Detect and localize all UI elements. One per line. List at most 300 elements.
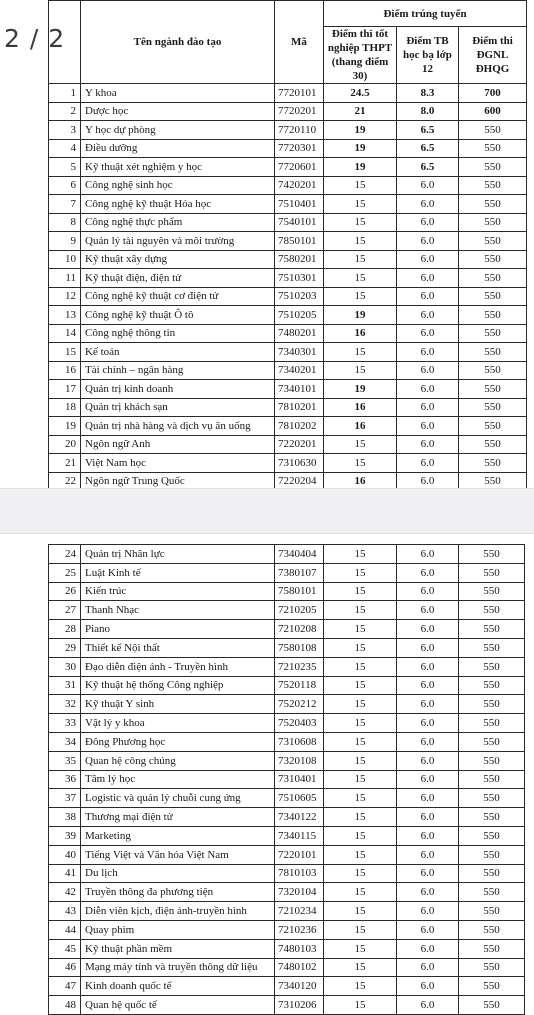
admission-table-part2 <box>48 544 525 1015</box>
table-row <box>49 883 525 902</box>
header-thpt-line1: Điểm thi tốt <box>331 28 389 40</box>
program-name-cell: Kỹ thuật Y sinh <box>81 695 275 714</box>
thpt-score-cell: 19 <box>324 121 397 140</box>
program-name-cell: Kỹ thuật xét nghiệm y học <box>81 158 275 177</box>
program-name-cell: Công nghệ thông tin <box>81 324 275 343</box>
program-code-cell: 7810103 <box>275 864 324 883</box>
program-code-cell: 7510401 <box>275 195 324 214</box>
program-code-cell: 7310608 <box>275 732 324 751</box>
thpt-score-cell: 15 <box>324 638 397 657</box>
thpt-score-cell: 15 <box>324 195 397 214</box>
transcript-score-cell: 6.0 <box>397 789 459 808</box>
dgnl-score-cell: 550 <box>459 287 527 306</box>
program-name-cell: Quan hệ quốc tế <box>81 996 275 1015</box>
row-number-cell: 17 <box>49 380 81 399</box>
thpt-score-cell: 15 <box>324 902 397 921</box>
header-name: Tên ngành đào tạo <box>81 1 275 84</box>
program-name-cell: Điều dưỡng <box>81 139 275 158</box>
program-code-cell: 7580101 <box>275 582 324 601</box>
dgnl-score-cell: 550 <box>459 789 525 808</box>
program-name-cell: Du lịch <box>81 864 275 883</box>
thpt-score-cell: 19 <box>324 139 397 158</box>
thpt-score-cell: 15 <box>324 343 397 362</box>
dgnl-score-cell: 550 <box>459 657 525 676</box>
program-code-cell: 7580201 <box>275 250 324 269</box>
program-code-cell: 7720110 <box>275 121 324 140</box>
header-tb-line1: Điểm TB <box>406 35 449 47</box>
table-row <box>49 158 527 177</box>
row-number-cell: 6 <box>49 176 81 195</box>
dgnl-score-cell: 550 <box>459 545 525 564</box>
row-number-cell: 18 <box>49 398 81 417</box>
document-page-bottom <box>0 534 534 1012</box>
transcript-score-cell: 6.0 <box>397 601 459 620</box>
dgnl-score-cell: 550 <box>459 996 525 1015</box>
dgnl-score-cell: 550 <box>459 582 525 601</box>
dgnl-score-cell: 550 <box>459 435 527 454</box>
header-no <box>49 1 81 84</box>
dgnl-score-cell: 700 <box>459 84 527 103</box>
thpt-score-cell: 19 <box>324 158 397 177</box>
transcript-score-cell: 6.0 <box>397 398 459 417</box>
thpt-score-cell: 15 <box>324 883 397 902</box>
program-code-cell: 7210234 <box>275 902 324 921</box>
dgnl-score-cell: 550 <box>459 417 527 436</box>
transcript-score-cell: 6.0 <box>397 250 459 269</box>
table-row <box>49 977 525 996</box>
program-name-cell: Quản trị Nhân lực <box>81 545 275 564</box>
table-row <box>49 545 525 564</box>
program-code-cell: 7380107 <box>275 563 324 582</box>
program-code-cell: 7520403 <box>275 714 324 733</box>
header-tb-line3: 12 <box>422 63 433 75</box>
table-row <box>49 269 527 288</box>
program-code-cell: 7210208 <box>275 620 324 639</box>
dgnl-score-cell: 550 <box>459 324 527 343</box>
thpt-score-cell: 15 <box>324 454 397 473</box>
table-body-part2 <box>49 545 525 1015</box>
transcript-score-cell: 6.0 <box>397 343 459 362</box>
thpt-score-cell: 15 <box>324 176 397 195</box>
transcript-score-cell: 6.0 <box>397 883 459 902</box>
thpt-score-cell: 15 <box>324 361 397 380</box>
transcript-score-cell: 6.0 <box>397 545 459 564</box>
program-code-cell: 7210236 <box>275 920 324 939</box>
dgnl-score-cell: 550 <box>459 845 525 864</box>
row-number-cell: 33 <box>49 714 81 733</box>
row-number-cell: 47 <box>49 977 81 996</box>
transcript-score-cell: 6.0 <box>397 287 459 306</box>
thpt-score-cell: 15 <box>324 958 397 977</box>
program-code-cell: 7480103 <box>275 939 324 958</box>
program-name-cell: Quay phim <box>81 920 275 939</box>
thpt-score-cell: 15 <box>324 714 397 733</box>
transcript-score-cell: 6.0 <box>397 808 459 827</box>
program-code-cell: 7340122 <box>275 808 324 827</box>
program-name-cell: Mạng máy tính và truyền thông dữ liệu <box>81 958 275 977</box>
program-code-cell: 7310630 <box>275 454 324 473</box>
program-name-cell: Công nghệ thực phẩm <box>81 213 275 232</box>
program-code-cell: 7340120 <box>275 977 324 996</box>
program-code-cell: 7720301 <box>275 139 324 158</box>
program-name-cell: Y học dự phòng <box>81 121 275 140</box>
table-row <box>49 250 527 269</box>
table-row <box>49 864 525 883</box>
table-row <box>49 195 527 214</box>
transcript-score-cell: 6.0 <box>397 714 459 733</box>
thpt-score-cell: 16 <box>324 472 397 491</box>
program-code-cell: 7850101 <box>275 232 324 251</box>
dgnl-score-cell: 550 <box>459 939 525 958</box>
row-number-cell: 14 <box>49 324 81 343</box>
document-page-top <box>0 0 534 488</box>
program-code-cell: 7510605 <box>275 789 324 808</box>
header-tb <box>397 27 459 84</box>
dgnl-score-cell: 550 <box>459 751 525 770</box>
program-name-cell: Logistic và quản lý chuỗi cung ứng <box>81 789 275 808</box>
transcript-score-cell: 6.0 <box>397 996 459 1015</box>
row-number-cell: 20 <box>49 435 81 454</box>
row-number-cell: 19 <box>49 417 81 436</box>
transcript-score-cell: 6.0 <box>397 695 459 714</box>
program-code-cell: 7310401 <box>275 770 324 789</box>
program-code-cell: 7480201 <box>275 324 324 343</box>
row-number-cell: 42 <box>49 883 81 902</box>
transcript-score-cell: 6.0 <box>397 213 459 232</box>
dgnl-score-cell: 550 <box>459 808 525 827</box>
program-code-cell: 7340201 <box>275 361 324 380</box>
dgnl-score-cell: 550 <box>459 920 525 939</box>
program-code-cell: 7340301 <box>275 343 324 362</box>
transcript-score-cell: 6.0 <box>397 732 459 751</box>
transcript-score-cell: 6.0 <box>397 269 459 288</box>
table-row <box>49 902 525 921</box>
program-name-cell: Tài chính – ngân hàng <box>81 361 275 380</box>
table-row <box>49 845 525 864</box>
program-name-cell: Việt Nam học <box>81 454 275 473</box>
row-number-cell: 12 <box>49 287 81 306</box>
transcript-score-cell: 6.0 <box>397 563 459 582</box>
table-row <box>49 714 525 733</box>
header-group: Điểm trúng tuyển <box>324 1 527 27</box>
thpt-score-cell: 15 <box>324 657 397 676</box>
program-code-cell: 7340101 <box>275 380 324 399</box>
table-row <box>49 306 527 325</box>
dgnl-score-cell: 550 <box>459 695 525 714</box>
table-row <box>49 213 527 232</box>
program-name-cell: Ngôn ngữ Trung Quốc <box>81 472 275 491</box>
row-number-cell: 24 <box>49 545 81 564</box>
table-row <box>49 996 525 1015</box>
transcript-score-cell: 6.0 <box>397 306 459 325</box>
dgnl-score-cell: 550 <box>459 958 525 977</box>
dgnl-score-cell: 550 <box>459 158 527 177</box>
program-code-cell: 7540101 <box>275 213 324 232</box>
transcript-score-cell: 6.0 <box>397 195 459 214</box>
program-name-cell: Kinh doanh quốc tế <box>81 977 275 996</box>
thpt-score-cell: 15 <box>324 676 397 695</box>
row-number-cell: 11 <box>49 269 81 288</box>
program-name-cell: Tiếng Việt và Văn hóa Việt Nam <box>81 845 275 864</box>
table-row <box>49 176 527 195</box>
row-number-cell: 41 <box>49 864 81 883</box>
row-number-cell: 4 <box>49 139 81 158</box>
row-number-cell: 46 <box>49 958 81 977</box>
table-row <box>49 695 525 714</box>
program-code-cell: 7340115 <box>275 826 324 845</box>
thpt-score-cell: 15 <box>324 808 397 827</box>
dgnl-score-cell: 550 <box>459 195 527 214</box>
dgnl-score-cell: 550 <box>459 250 527 269</box>
row-number-cell: 22 <box>49 472 81 491</box>
program-name-cell: Y khoa <box>81 84 275 103</box>
program-name-cell: Kỹ thuật hệ thống Công nghiệp <box>81 676 275 695</box>
transcript-score-cell: 6.5 <box>397 121 459 140</box>
dgnl-score-cell: 550 <box>459 306 527 325</box>
program-name-cell: Quản trị kinh doanh <box>81 380 275 399</box>
row-number-cell: 29 <box>49 638 81 657</box>
transcript-score-cell: 6.0 <box>397 902 459 921</box>
dgnl-score-cell: 550 <box>459 121 527 140</box>
transcript-score-cell: 6.5 <box>397 158 459 177</box>
thpt-score-cell: 15 <box>324 996 397 1015</box>
program-code-cell: 7310206 <box>275 996 324 1015</box>
dgnl-score-cell: 550 <box>459 472 527 491</box>
table-row <box>49 601 525 620</box>
transcript-score-cell: 6.0 <box>397 770 459 789</box>
table-row <box>49 638 525 657</box>
row-number-cell: 2 <box>49 102 81 121</box>
transcript-score-cell: 6.0 <box>397 977 459 996</box>
header-tb-line2: học bạ lớp <box>403 49 452 61</box>
row-number-cell: 15 <box>49 343 81 362</box>
row-number-cell: 3 <box>49 121 81 140</box>
table-row <box>49 380 527 399</box>
page-divider <box>0 488 534 534</box>
row-number-cell: 34 <box>49 732 81 751</box>
transcript-score-cell: 6.0 <box>397 751 459 770</box>
table-row <box>49 770 525 789</box>
dgnl-score-cell: 550 <box>459 826 525 845</box>
transcript-score-cell: 6.0 <box>397 454 459 473</box>
header-dgnl-line3: ĐHQG <box>475 63 510 75</box>
dgnl-score-cell: 550 <box>459 343 527 362</box>
program-name-cell: Thương mại điện tử <box>81 808 275 827</box>
table-row <box>49 657 525 676</box>
transcript-score-cell: 6.0 <box>397 920 459 939</box>
row-number-cell: 45 <box>49 939 81 958</box>
program-code-cell: 7480102 <box>275 958 324 977</box>
transcript-score-cell: 8.3 <box>397 84 459 103</box>
program-code-cell: 7320104 <box>275 883 324 902</box>
row-number-cell: 39 <box>49 826 81 845</box>
program-name-cell: Ngôn ngữ Anh <box>81 435 275 454</box>
row-number-cell: 5 <box>49 158 81 177</box>
program-name-cell: Piano <box>81 620 275 639</box>
table-row <box>49 398 527 417</box>
program-code-cell: 7520212 <box>275 695 324 714</box>
dgnl-score-cell: 550 <box>459 902 525 921</box>
row-number-cell: 48 <box>49 996 81 1015</box>
thpt-score-cell: 15 <box>324 826 397 845</box>
thpt-score-cell: 16 <box>324 417 397 436</box>
dgnl-score-cell: 550 <box>459 361 527 380</box>
admission-table-part1 <box>48 0 527 510</box>
dgnl-score-cell: 550 <box>459 638 525 657</box>
dgnl-score-cell: 550 <box>459 176 527 195</box>
program-code-cell: 7510205 <box>275 306 324 325</box>
dgnl-score-cell: 550 <box>459 213 527 232</box>
program-code-cell: 7720601 <box>275 158 324 177</box>
dgnl-score-cell: 550 <box>459 864 525 883</box>
program-name-cell: Kiến trúc <box>81 582 275 601</box>
row-number-cell: 30 <box>49 657 81 676</box>
table-row <box>49 958 525 977</box>
program-code-cell: 7720101 <box>275 84 324 103</box>
program-name-cell: Thanh Nhạc <box>81 601 275 620</box>
program-name-cell: Công nghệ sinh học <box>81 176 275 195</box>
thpt-score-cell: 15 <box>324 864 397 883</box>
program-code-cell: 7340404 <box>275 545 324 564</box>
row-number-cell: 32 <box>49 695 81 714</box>
program-name-cell: Kỹ thuật phần mềm <box>81 939 275 958</box>
transcript-score-cell: 6.0 <box>397 620 459 639</box>
thpt-score-cell: 16 <box>324 324 397 343</box>
thpt-score-cell: 15 <box>324 789 397 808</box>
transcript-score-cell: 6.0 <box>397 958 459 977</box>
table-row <box>49 139 527 158</box>
program-code-cell: 7220101 <box>275 845 324 864</box>
program-name-cell: Kỹ thuật xây dựng <box>81 250 275 269</box>
dgnl-score-cell: 550 <box>459 620 525 639</box>
transcript-score-cell: 6.0 <box>397 232 459 251</box>
table-row <box>49 939 525 958</box>
transcript-score-cell: 6.0 <box>397 845 459 864</box>
table-row <box>49 751 525 770</box>
header-dgnl <box>459 27 527 84</box>
program-code-cell: 7720201 <box>275 102 324 121</box>
transcript-score-cell: 6.0 <box>397 435 459 454</box>
program-name-cell: Tâm lý học <box>81 770 275 789</box>
transcript-score-cell: 6.0 <box>397 324 459 343</box>
table-row <box>49 454 527 473</box>
row-number-cell: 38 <box>49 808 81 827</box>
thpt-score-cell: 15 <box>324 435 397 454</box>
program-name-cell: Công nghệ kỹ thuật Hóa học <box>81 195 275 214</box>
row-number-cell: 28 <box>49 620 81 639</box>
thpt-score-cell: 19 <box>324 306 397 325</box>
thpt-score-cell: 15 <box>324 232 397 251</box>
thpt-score-cell: 15 <box>324 751 397 770</box>
thpt-score-cell: 15 <box>324 695 397 714</box>
thpt-score-cell: 24.5 <box>324 84 397 103</box>
transcript-score-cell: 8.0 <box>397 102 459 121</box>
transcript-score-cell: 6.0 <box>397 417 459 436</box>
row-number-cell: 21 <box>49 454 81 473</box>
program-name-cell: Diễn viên kịch, điện ảnh-truyền hình <box>81 902 275 921</box>
table-row <box>49 620 525 639</box>
dgnl-score-cell: 550 <box>459 454 527 473</box>
thpt-score-cell: 15 <box>324 620 397 639</box>
header-code: Mã <box>275 1 324 84</box>
program-code-cell: 7810201 <box>275 398 324 417</box>
table-row <box>49 361 527 380</box>
table-row <box>49 287 527 306</box>
dgnl-score-cell: 550 <box>459 563 525 582</box>
table-row <box>49 826 525 845</box>
header-thpt-line3: (thang điểm 30) <box>331 56 389 82</box>
table-row <box>49 121 527 140</box>
table-row <box>49 417 527 436</box>
table-row <box>49 232 527 251</box>
program-name-cell: Truyền thông đa phương tiện <box>81 883 275 902</box>
thpt-score-cell: 15 <box>324 250 397 269</box>
program-code-cell: 7520118 <box>275 676 324 695</box>
program-name-cell: Luật Kinh tế <box>81 563 275 582</box>
header-thpt <box>324 27 397 84</box>
row-number-cell: 37 <box>49 789 81 808</box>
thpt-score-cell: 15 <box>324 269 397 288</box>
program-name-cell: Quản trị nhà hàng và dịch vụ ăn uống <box>81 417 275 436</box>
transcript-score-cell: 6.0 <box>397 361 459 380</box>
header-dgnl-line1: Điểm thi <box>472 35 513 47</box>
transcript-score-cell: 6.5 <box>397 139 459 158</box>
row-number-cell: 16 <box>49 361 81 380</box>
thpt-score-cell: 15 <box>324 601 397 620</box>
transcript-score-cell: 6.0 <box>397 864 459 883</box>
program-name-cell: Kỹ thuật điện, điện tử <box>81 269 275 288</box>
program-code-cell: 7420201 <box>275 176 324 195</box>
dgnl-score-cell: 550 <box>459 232 527 251</box>
transcript-score-cell: 6.0 <box>397 657 459 676</box>
program-code-cell: 7210235 <box>275 657 324 676</box>
thpt-score-cell: 19 <box>324 380 397 399</box>
table-row <box>49 84 527 103</box>
transcript-score-cell: 6.0 <box>397 826 459 845</box>
table-body-part1 <box>49 84 527 510</box>
row-number-cell: 8 <box>49 213 81 232</box>
dgnl-score-cell: 550 <box>459 883 525 902</box>
header-dgnl-line2: ĐGNL <box>476 49 509 61</box>
thpt-score-cell: 15 <box>324 732 397 751</box>
dgnl-score-cell: 550 <box>459 676 525 695</box>
row-number-cell: 26 <box>49 582 81 601</box>
program-name-cell: Công nghệ kỹ thuật Ô tô <box>81 306 275 325</box>
dgnl-score-cell: 550 <box>459 714 525 733</box>
program-name-cell: Vật lý y khoa <box>81 714 275 733</box>
thpt-score-cell: 15 <box>324 563 397 582</box>
program-code-cell: 7510301 <box>275 269 324 288</box>
row-number-cell: 1 <box>49 84 81 103</box>
program-name-cell: Công nghệ kỹ thuật cơ điện tử <box>81 287 275 306</box>
row-number-cell: 27 <box>49 601 81 620</box>
dgnl-score-cell: 550 <box>459 977 525 996</box>
program-code-cell: 7510203 <box>275 287 324 306</box>
program-code-cell: 7210205 <box>275 601 324 620</box>
dgnl-score-cell: 550 <box>459 269 527 288</box>
program-code-cell: 7810202 <box>275 417 324 436</box>
dgnl-score-cell: 550 <box>459 601 525 620</box>
table-row <box>49 582 525 601</box>
header-thpt-line2: nghiệp THPT <box>327 42 393 54</box>
thpt-score-cell: 15 <box>324 287 397 306</box>
program-code-cell: 7580108 <box>275 638 324 657</box>
thpt-score-cell: 15 <box>324 770 397 789</box>
transcript-score-cell: 6.0 <box>397 380 459 399</box>
table-row <box>49 563 525 582</box>
row-number-cell: 13 <box>49 306 81 325</box>
program-code-cell: 7220204 <box>275 472 324 491</box>
